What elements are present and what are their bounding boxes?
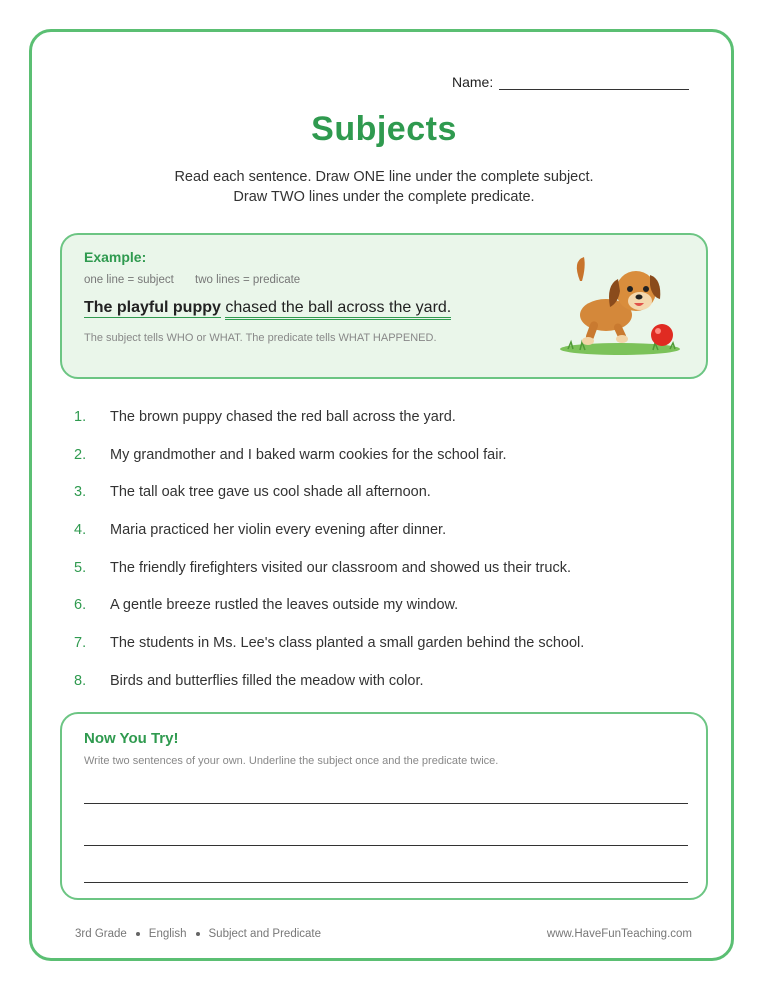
footer-tags	[75, 928, 321, 940]
writing-line-2[interactable]	[84, 845, 688, 846]
item-number: 6.	[74, 597, 87, 614]
bullet-dot-icon	[136, 932, 140, 936]
legend-predicate: two lines = predicate	[195, 274, 301, 286]
item-number: 8.	[74, 672, 87, 689]
instruction-line-1: Read each sentence. Draw ONE line under the complete subject.	[174, 169, 594, 185]
item-number: 3.	[74, 484, 87, 501]
footer-subject: English	[148, 928, 187, 940]
list-item[interactable]	[74, 624, 584, 662]
example-legend	[84, 274, 318, 286]
item-text: My grandmother and I baked warm cookies for the school fair.	[110, 446, 507, 463]
writing-line-3[interactable]	[84, 882, 688, 883]
example-subject: The playful puppy	[84, 299, 221, 316]
list-item[interactable]	[74, 549, 584, 587]
sentence-list	[74, 398, 584, 700]
legend-subject: one line = subject	[84, 274, 174, 286]
example-heading: Example:	[84, 249, 147, 265]
footer-topic: Subject and Predicate	[208, 928, 322, 940]
example-sentence	[84, 299, 451, 317]
item-text: Birds and butterflies filled the meadow with color.	[110, 672, 424, 689]
name-input-line[interactable]	[499, 75, 689, 90]
item-text: A gentle breeze rustled the leaves outside my window.	[110, 597, 459, 614]
list-item[interactable]	[74, 473, 584, 511]
try-heading: Now You Try!	[84, 730, 179, 747]
item-number: 7.	[74, 634, 87, 651]
name-label: Name:	[452, 74, 494, 90]
list-item[interactable]	[74, 586, 584, 624]
list-item[interactable]	[74, 436, 584, 474]
item-number: 1.	[74, 408, 87, 425]
example-box	[60, 233, 708, 379]
item-number: 5.	[74, 559, 87, 576]
list-item[interactable]	[74, 662, 584, 700]
writing-line-1[interactable]	[84, 803, 688, 804]
list-item[interactable]	[74, 511, 584, 549]
item-text: The students in Ms. Lee's class planted a small garden behind the school.	[110, 634, 585, 651]
item-text: The tall oak tree gave us cool shade all afternoon.	[110, 484, 431, 501]
example-note: The subject tells WHO or WHAT. The predicate tells WHAT HAPPENED.	[84, 332, 437, 344]
footer-grade: 3rd Grade	[75, 928, 127, 940]
list-item[interactable]	[74, 398, 584, 436]
item-number: 4.	[74, 521, 87, 538]
example-predicate: chased the ball across the yard.	[225, 299, 451, 320]
item-text: The friendly firefighters visited our classroom and showed us their truck.	[110, 559, 571, 576]
bullet-dot-icon	[196, 932, 200, 936]
page-title: Subjects	[311, 110, 457, 148]
item-number: 2.	[74, 446, 87, 463]
puppy-with-ball-icon	[558, 253, 688, 361]
instruction-line-2: Draw TWO lines under the complete predicate.	[233, 189, 535, 205]
item-text: Maria practiced her violin every evening after dinner.	[110, 521, 447, 538]
now-you-try-box	[60, 712, 708, 900]
footer-website[interactable]: www.HaveFunTeaching.com	[546, 928, 692, 940]
name-row	[452, 74, 689, 90]
item-text: The brown puppy chased the red ball across the yard.	[110, 408, 456, 425]
try-note: Write two sentences of your own. Underline the subject once and the predicate twice.	[84, 755, 499, 767]
